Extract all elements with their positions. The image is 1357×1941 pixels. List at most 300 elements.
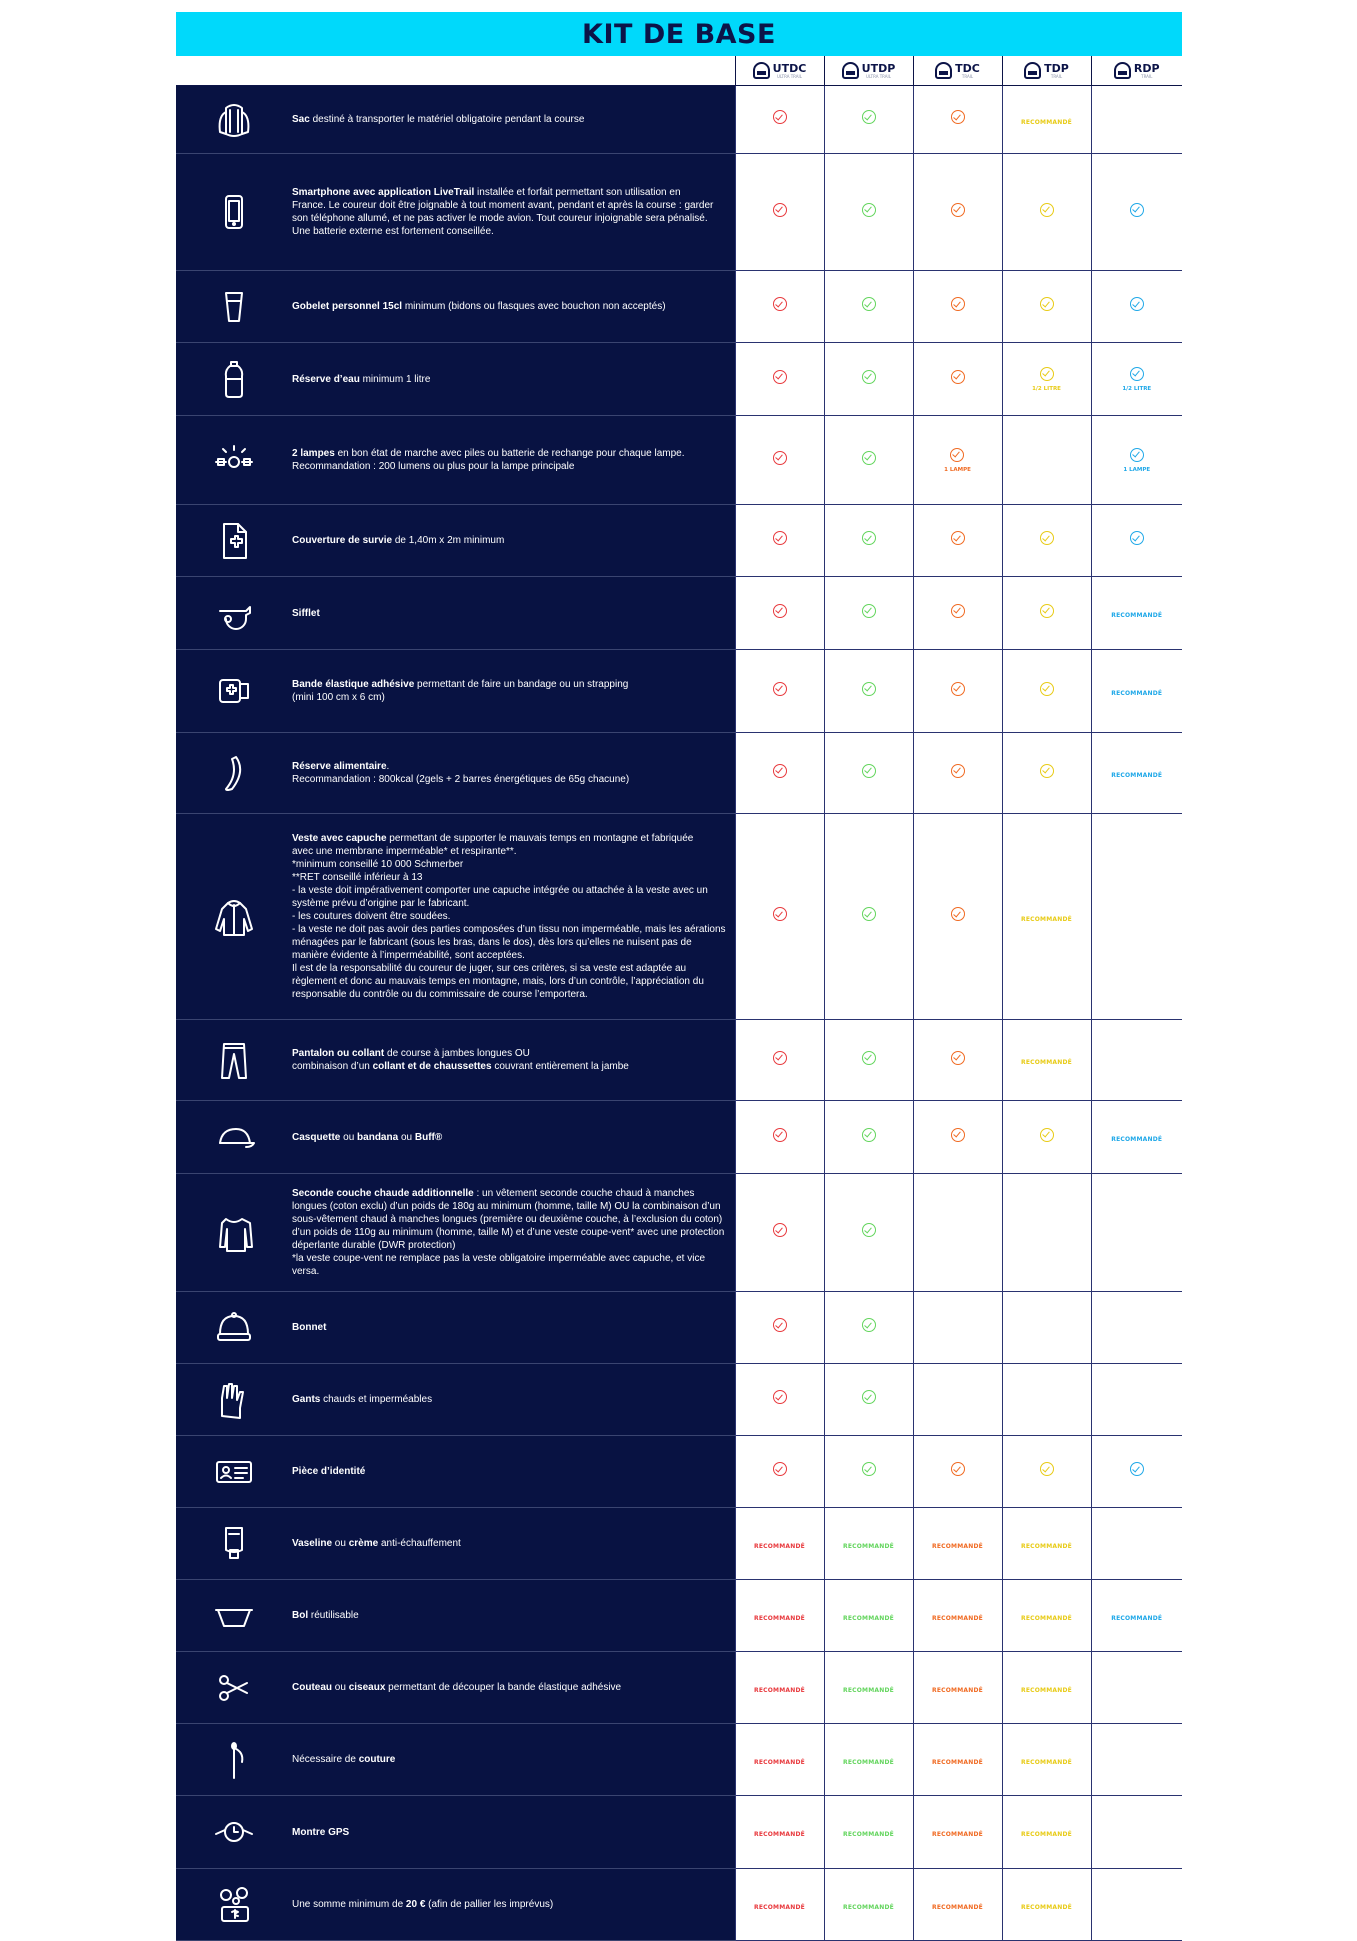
race-logo-icon (753, 62, 770, 79)
required-check-icon (862, 203, 876, 217)
sewing-needle-icon (176, 1738, 292, 1782)
equipment-row (176, 154, 1182, 271)
requirement-cell-utdp (824, 86, 913, 154)
page-title: KIT DE BASE (176, 12, 1182, 56)
race-header-utdp: UTDP ULTRA TRAIL (824, 56, 913, 86)
required-check-icon (951, 604, 965, 618)
bandage-icon (176, 669, 292, 713)
item-description: Une somme minimum de 20 € (afin de pallier les imprévus) (292, 1899, 554, 1910)
equipment-row (176, 1724, 1182, 1796)
requirement-cell-rdp (1091, 733, 1182, 814)
item-cell (176, 1796, 735, 1869)
requirement-cell-rdp (1091, 1869, 1182, 1941)
item-cell (176, 814, 735, 1020)
requirement-cell-tdp (1002, 1174, 1091, 1292)
required-check-icon (773, 1390, 787, 1404)
item-cell (176, 1508, 735, 1580)
equipment-row (176, 343, 1182, 416)
requirement-cell-tdc (913, 1101, 1002, 1174)
recommended-label: RECOMMANDÉ (1111, 1136, 1163, 1143)
required-check-icon (862, 531, 876, 545)
required-check-icon (1040, 297, 1054, 311)
requirement-cell-utdp (824, 1580, 913, 1652)
requirement-cell-rdp (1091, 1101, 1182, 1174)
requirement-cell-tdp (1002, 1508, 1091, 1580)
header-blank (176, 56, 735, 86)
backpack-icon (176, 98, 292, 142)
equipment-row (176, 733, 1182, 814)
quantity-note: 1 LAMPE (1123, 466, 1151, 473)
equipment-row (176, 416, 1182, 505)
requirement-cell-rdp (1091, 1364, 1182, 1436)
required-check-icon (1040, 367, 1054, 381)
requirement-cell-utdp (824, 1869, 913, 1941)
required-check-icon (773, 451, 787, 465)
race-header-tdp: TDP TRAIL (1002, 56, 1091, 86)
cup-icon (176, 285, 292, 329)
required-check-icon (862, 1318, 876, 1332)
quantity-note: 1/2 LITRE (1122, 385, 1152, 392)
recommended-label: RECOMMANDÉ (932, 1831, 983, 1838)
required-check-icon (1130, 367, 1144, 381)
recommended-label: RECOMMANDÉ (754, 1831, 805, 1838)
requirement-cell-tdp (1002, 1724, 1091, 1796)
item-description: Réserve d’eau minimum 1 litre (292, 373, 431, 385)
requirement-cell-utdc (735, 343, 824, 416)
bowl-icon (176, 1594, 292, 1638)
requirement-cell-utdp (824, 343, 913, 416)
recommended-label: RECOMMANDÉ (843, 1542, 894, 1550)
requirement-cell-utdp (824, 1292, 913, 1364)
requirement-cell-rdp (1091, 505, 1182, 577)
required-check-icon (773, 370, 787, 384)
required-check-icon (773, 1051, 787, 1065)
equipment-row (176, 505, 1182, 577)
required-check-icon (862, 682, 876, 696)
quantity-note: 1/2 LITRE (1032, 385, 1061, 392)
required-check-icon (1040, 1462, 1054, 1476)
item-description: Pièce d’identité (292, 1466, 366, 1477)
race-header-rdp: RDP TRAIL (1091, 56, 1182, 86)
item-cell (176, 1174, 735, 1292)
requirement-cell-tdc (913, 577, 1002, 650)
recommended-label: RECOMMANDÉ (1021, 1542, 1072, 1550)
item-cell (176, 86, 735, 154)
race-header-tdc: TDC TRAIL (913, 56, 1002, 86)
requirement-cell-utdc (735, 154, 824, 271)
requirement-cell-tdc (913, 154, 1002, 271)
requirement-cell-utdc (735, 1869, 824, 1941)
requirement-cell-rdp (1091, 1292, 1182, 1364)
requirement-cell-utdp (824, 416, 913, 505)
requirement-cell-rdp (1091, 1580, 1182, 1652)
requirement-cell-utdp (824, 1364, 913, 1436)
requirement-cell-tdc (913, 1436, 1002, 1508)
requirement-cell-tdp (1002, 1652, 1091, 1724)
requirement-cell-rdp (1091, 650, 1182, 733)
requirement-cell-utdc (735, 271, 824, 343)
recommended-label: RECOMMANDÉ (754, 1614, 805, 1622)
equipment-row (176, 1292, 1182, 1364)
requirement-cell-tdc (913, 343, 1002, 416)
equipment-row (176, 1869, 1182, 1941)
required-check-icon (951, 1051, 965, 1065)
item-cell (176, 1292, 735, 1364)
requirement-cell-tdp (1002, 154, 1091, 271)
requirement-cell-utdp (824, 814, 913, 1020)
requirement-cell-tdc (913, 1796, 1002, 1869)
requirement-cell-utdc (735, 814, 824, 1020)
equipment-row (176, 1796, 1182, 1869)
equipment-row (176, 1580, 1182, 1652)
requirement-cell-tdp (1002, 343, 1091, 416)
gps-watch-icon (176, 1810, 292, 1854)
banana-icon (176, 751, 292, 795)
id-card-icon (176, 1450, 292, 1494)
item-cell (176, 1364, 735, 1436)
recommended-label: RECOMMANDÉ (843, 1831, 894, 1838)
requirement-cell-tdp (1002, 650, 1091, 733)
required-check-icon (951, 907, 965, 921)
beanie-icon (176, 1306, 292, 1350)
requirement-cell-tdp (1002, 505, 1091, 577)
requirement-cell-tdc (913, 86, 1002, 154)
recommended-label: RECOMMANDÉ (754, 1686, 805, 1694)
race-logo-icon (935, 62, 952, 79)
headlamp-icon (176, 438, 292, 482)
equipment-rows (176, 86, 1182, 1941)
required-check-icon (773, 297, 787, 311)
requirement-cell-tdc (913, 416, 1002, 505)
requirement-cell-utdc (735, 577, 824, 650)
requirement-cell-utdp (824, 577, 913, 650)
quantity-note: 1 LAMPE (944, 466, 971, 473)
required-check-icon (773, 1462, 787, 1476)
requirement-cell-tdc (913, 1020, 1002, 1101)
requirement-cell-tdc (913, 1364, 1002, 1436)
required-check-icon (951, 764, 965, 778)
recommended-label: RECOMMANDÉ (754, 1903, 805, 1911)
requirement-cell-utdp (824, 650, 913, 733)
requirement-cell-rdp (1091, 577, 1182, 650)
requirement-cell-utdc (735, 1020, 824, 1101)
requirement-cell-utdc (735, 1652, 824, 1724)
recommended-label: RECOMMANDÉ (1111, 772, 1163, 779)
requirement-cell-tdp (1002, 1020, 1091, 1101)
equipment-row (176, 86, 1182, 154)
required-check-icon (862, 1051, 876, 1065)
required-check-icon (1040, 682, 1054, 696)
race-header-row (176, 56, 1182, 86)
requirement-cell-utdp (824, 1436, 913, 1508)
item-cell (176, 416, 735, 505)
required-check-icon (862, 1462, 876, 1476)
required-check-icon (773, 1128, 787, 1142)
requirement-cell-rdp (1091, 1436, 1182, 1508)
requirement-cell-tdc (913, 505, 1002, 577)
equipment-row (176, 814, 1182, 1020)
smartphone-icon (176, 190, 292, 234)
required-check-icon (773, 604, 787, 618)
water-bottle-icon (176, 357, 292, 401)
recommended-label: RECOMMANDÉ (843, 1758, 894, 1766)
requirement-cell-tdc (913, 1724, 1002, 1796)
requirement-cell-tdc (913, 271, 1002, 343)
requirement-cell-rdp (1091, 154, 1182, 271)
requirement-cell-utdc (735, 733, 824, 814)
recommended-label: RECOMMANDÉ (1021, 1758, 1072, 1766)
required-check-icon (1130, 203, 1144, 217)
recommended-label: RECOMMANDÉ (932, 1686, 983, 1694)
recommended-label: RECOMMANDÉ (1021, 1831, 1072, 1838)
requirement-cell-utdc (735, 1436, 824, 1508)
requirement-cell-tdc (913, 1508, 1002, 1580)
item-cell (176, 1436, 735, 1508)
recommended-label: RECOMMANDÉ (1111, 1614, 1163, 1622)
requirement-cell-utdc (735, 1724, 824, 1796)
required-check-icon (862, 1390, 876, 1404)
recommended-label: RECOMMANDÉ (843, 1686, 894, 1694)
item-description: Réserve alimentaire. Recommandation : 800kcal (2gels + 2 barres énergétiques de 65g chacune) (292, 761, 630, 785)
item-description: Bol réutilisable (292, 1610, 359, 1621)
required-check-icon (1040, 1128, 1054, 1142)
recommended-label: RECOMMANDÉ (1021, 118, 1072, 126)
equipment-row (176, 1436, 1182, 1508)
requirement-cell-utdp (824, 733, 913, 814)
required-check-icon (951, 1462, 965, 1476)
requirement-cell-utdp (824, 271, 913, 343)
required-check-icon (1040, 764, 1054, 778)
requirement-cell-utdc (735, 1292, 824, 1364)
required-check-icon (862, 604, 876, 618)
item-description: Gants chauds et imperméables (292, 1394, 433, 1405)
recommended-label: RECOMMANDÉ (1111, 690, 1163, 697)
recommended-label: RECOMMANDÉ (1021, 1059, 1072, 1066)
required-check-icon (951, 531, 965, 545)
requirement-cell-tdc (913, 650, 1002, 733)
requirement-cell-rdp (1091, 1652, 1182, 1724)
requirement-cell-tdp (1002, 1364, 1091, 1436)
recommended-label: RECOMMANDÉ (843, 1903, 894, 1911)
sweater-icon (176, 1211, 292, 1255)
requirement-cell-utdc (735, 1580, 824, 1652)
item-description: Nécessaire de couture (292, 1754, 396, 1765)
equipment-row (176, 271, 1182, 343)
equipment-row (176, 1652, 1182, 1724)
requirement-cell-tdp (1002, 1292, 1091, 1364)
requirement-cell-utdc (735, 1101, 824, 1174)
requirement-cell-tdc (913, 1869, 1002, 1941)
requirement-cell-utdc (735, 1174, 824, 1292)
requirement-cell-utdp (824, 1796, 913, 1869)
item-description: Montre GPS (292, 1826, 350, 1838)
required-check-icon (950, 448, 964, 462)
item-cell (176, 343, 735, 416)
required-check-icon (773, 907, 787, 921)
requirement-cell-utdp (824, 1508, 913, 1580)
item-cell (176, 154, 735, 271)
gloves-icon (176, 1378, 292, 1422)
requirement-cell-rdp (1091, 1174, 1182, 1292)
requirement-cell-rdp (1091, 814, 1182, 1020)
requirement-cell-rdp (1091, 416, 1182, 505)
item-description: Pantalon ou collant de course à jambes longues OU combinaison d’un collant et de chaussettes couvrant entièrement la jambe (292, 1048, 629, 1072)
item-cell (176, 1020, 735, 1101)
requirement-cell-tdp (1002, 733, 1091, 814)
requirement-cell-utdp (824, 1724, 913, 1796)
item-description: Seconde couche chaude additionnelle : un vêtement seconde couche chaud à manches longues (coton exclu) d’un poids de 180g au minimum (homme, taille M) OU la combinaison d’un sous-vêtement chaud à manches longues (première ou deuxième couche, à l’exclusion du coton) d’un poids de 110g au minimum (homme, taille M) et d’une veste coupe-vent* avec une protection déperlante durable (DWR protection) *la veste coupe-vent ne remplace pas la veste obligatoire imperméable avec capuche, et vice versa. (292, 1188, 725, 1277)
requirement-cell-tdp (1002, 271, 1091, 343)
scissors-icon (176, 1666, 292, 1710)
recommended-label: RECOMMANDÉ (1021, 1686, 1072, 1694)
item-cell (176, 1869, 735, 1941)
item-cell (176, 505, 735, 577)
item-description: Couverture de survie de 1,40m x 2m minimum (292, 535, 505, 546)
item-description: Vaseline ou crème anti-échauffement (292, 1538, 461, 1549)
required-check-icon (862, 110, 876, 124)
required-check-icon (951, 203, 965, 217)
requirement-cell-rdp (1091, 86, 1182, 154)
recommended-label: RECOMMANDÉ (754, 1542, 805, 1550)
requirement-cell-tdp (1002, 1796, 1091, 1869)
kit-de-base-table (176, 12, 1182, 1941)
requirement-cell-tdp (1002, 577, 1091, 650)
requirement-cell-rdp (1091, 1796, 1182, 1869)
recommended-label: RECOMMANDÉ (932, 1758, 983, 1766)
item-description: Bonnet (292, 1322, 327, 1333)
requirement-cell-utdp (824, 1020, 913, 1101)
recommended-label: RECOMMANDÉ (1021, 1903, 1072, 1911)
item-description: Gobelet personnel 15cl minimum (bidons ou flasques avec bouchon non acceptés) (292, 301, 666, 312)
equipment-row (176, 1364, 1182, 1436)
required-check-icon (1130, 448, 1144, 462)
required-check-icon (1040, 203, 1054, 217)
requirement-cell-rdp (1091, 271, 1182, 343)
recommended-label: RECOMMANDÉ (1111, 612, 1163, 619)
required-check-icon (773, 531, 787, 545)
item-cell (176, 1724, 735, 1796)
recommended-label: RECOMMANDÉ (843, 1614, 894, 1622)
equipment-row (176, 1020, 1182, 1101)
recommended-label: RECOMMANDÉ (1021, 915, 1072, 923)
whistle-icon (176, 591, 292, 635)
requirement-cell-tdp (1002, 1869, 1091, 1941)
item-cell (176, 1652, 735, 1724)
requirement-cell-utdc (735, 1796, 824, 1869)
item-cell (176, 1101, 735, 1174)
item-cell (176, 733, 735, 814)
item-description: Veste avec capuche permettant de supporter le mauvais temps en montagne et fabriquée avec une membrane imperméable* et respirante**. *minimum conseillé 10 000 Schmerber **RET conseillé inférieur à 13 - la veste doit impérativement comporter une capuche intégrée ou attachée à la veste avec un système prévu d’origine par le fabricant. - les coutures doivent être soudées. - la veste ne doit pas avoir des parties composées d’un tissu non imperméable, mais les aérations ménagées par le fabricant (sous les bras, dans le dos), dès lors qu’elles ne nuisent pas de manière évidente à l’imperméabilité, sont acceptées. Il est de la responsabilité du coureur de juger, sur ces critères, si sa veste est adaptée au règlement et donc au mauvais temps en montagne, mais, lors d’un contrôle, l’appréciation du responsable du contrôle ou du commissaire de course l’emportera. (292, 833, 726, 1000)
requirement-cell-tdc (913, 733, 1002, 814)
item-cell (176, 650, 735, 733)
requirement-cell-tdp (1002, 1101, 1091, 1174)
item-description: 2 lampes en bon état de marche avec piles ou batterie de rechange pour chaque lampe. Recommandation : 200 lumens ou plus pour la lampe principale (292, 448, 685, 472)
required-check-icon (951, 1128, 965, 1142)
required-check-icon (773, 764, 787, 778)
required-check-icon (862, 297, 876, 311)
item-cell (176, 271, 735, 343)
requirement-cell-rdp (1091, 343, 1182, 416)
requirement-cell-tdp (1002, 86, 1091, 154)
equipment-row (176, 650, 1182, 733)
requirement-cell-utdp (824, 505, 913, 577)
required-check-icon (951, 110, 965, 124)
requirement-cell-rdp (1091, 1508, 1182, 1580)
item-cell (176, 1580, 735, 1652)
item-description: Casquette ou bandana ou Buff® (292, 1131, 443, 1143)
cap-icon (176, 1115, 292, 1159)
race-logo-icon (1114, 62, 1131, 79)
required-check-icon (862, 764, 876, 778)
jacket-icon (176, 895, 292, 939)
recommended-label: RECOMMANDÉ (1021, 1614, 1072, 1622)
race-logo-icon (1024, 62, 1041, 79)
requirement-cell-tdc (913, 1174, 1002, 1292)
required-check-icon (773, 1318, 787, 1332)
required-check-icon (1040, 604, 1054, 618)
required-check-icon (1130, 531, 1144, 545)
cream-tube-icon (176, 1522, 292, 1566)
requirement-cell-utdp (824, 1652, 913, 1724)
trousers-icon (176, 1038, 292, 1082)
requirement-cell-tdc (913, 1292, 1002, 1364)
survival-blanket-icon (176, 519, 292, 563)
requirement-cell-rdp (1091, 1020, 1182, 1101)
required-check-icon (1130, 297, 1144, 311)
recommended-label: RECOMMANDÉ (932, 1542, 983, 1550)
required-check-icon (951, 297, 965, 311)
requirement-cell-tdc (913, 1652, 1002, 1724)
requirement-cell-utdc (735, 1508, 824, 1580)
requirement-cell-tdc (913, 814, 1002, 1020)
equipment-row (176, 1174, 1182, 1292)
required-check-icon (862, 907, 876, 921)
requirement-cell-tdp (1002, 416, 1091, 505)
required-check-icon (951, 370, 965, 384)
race-logo-icon (842, 62, 859, 79)
recommended-label: RECOMMANDÉ (932, 1903, 983, 1911)
required-check-icon (773, 110, 787, 124)
equipment-row (176, 577, 1182, 650)
equipment-row (176, 1508, 1182, 1580)
requirement-cell-utdc (735, 416, 824, 505)
requirement-cell-utdc (735, 650, 824, 733)
required-check-icon (773, 682, 787, 696)
requirement-cell-tdc (913, 1580, 1002, 1652)
requirement-cell-utdp (824, 1174, 913, 1292)
requirement-cell-rdp (1091, 1724, 1182, 1796)
requirement-cell-utdc (735, 86, 824, 154)
required-check-icon (862, 370, 876, 384)
item-cell (176, 577, 735, 650)
equipment-table (176, 56, 1182, 1941)
requirement-cell-utdc (735, 1364, 824, 1436)
item-description: Smartphone avec application LiveTrail installée et forfait permettant son utilisation en France. Le coureur doit être joignable à tout moment avant, pendant et après la course : garder son téléphone allumé, et ne pas activer le mode avion. Tout coureur injoignable sera pénalisé. Une batterie externe est fortement conseillée. (292, 187, 714, 237)
item-description: Couteau ou ciseaux permettant de découper la bande élastique adhésive (292, 1682, 622, 1693)
requirement-cell-tdp (1002, 814, 1091, 1020)
item-description: Sac destiné à transporter le matériel obligatoire pendant la course (292, 114, 585, 125)
required-check-icon (1040, 531, 1054, 545)
required-check-icon (773, 203, 787, 217)
required-check-icon (862, 1223, 876, 1237)
item-description: Bande élastique adhésive permettant de faire un bandage ou un strapping (mini 100 cm x 6 cm) (292, 679, 629, 703)
recommended-label: RECOMMANDÉ (754, 1758, 805, 1766)
required-check-icon (862, 451, 876, 465)
required-check-icon (1130, 1462, 1144, 1476)
equipment-row (176, 1101, 1182, 1174)
requirement-cell-utdc (735, 505, 824, 577)
requirement-cell-tdp (1002, 1436, 1091, 1508)
